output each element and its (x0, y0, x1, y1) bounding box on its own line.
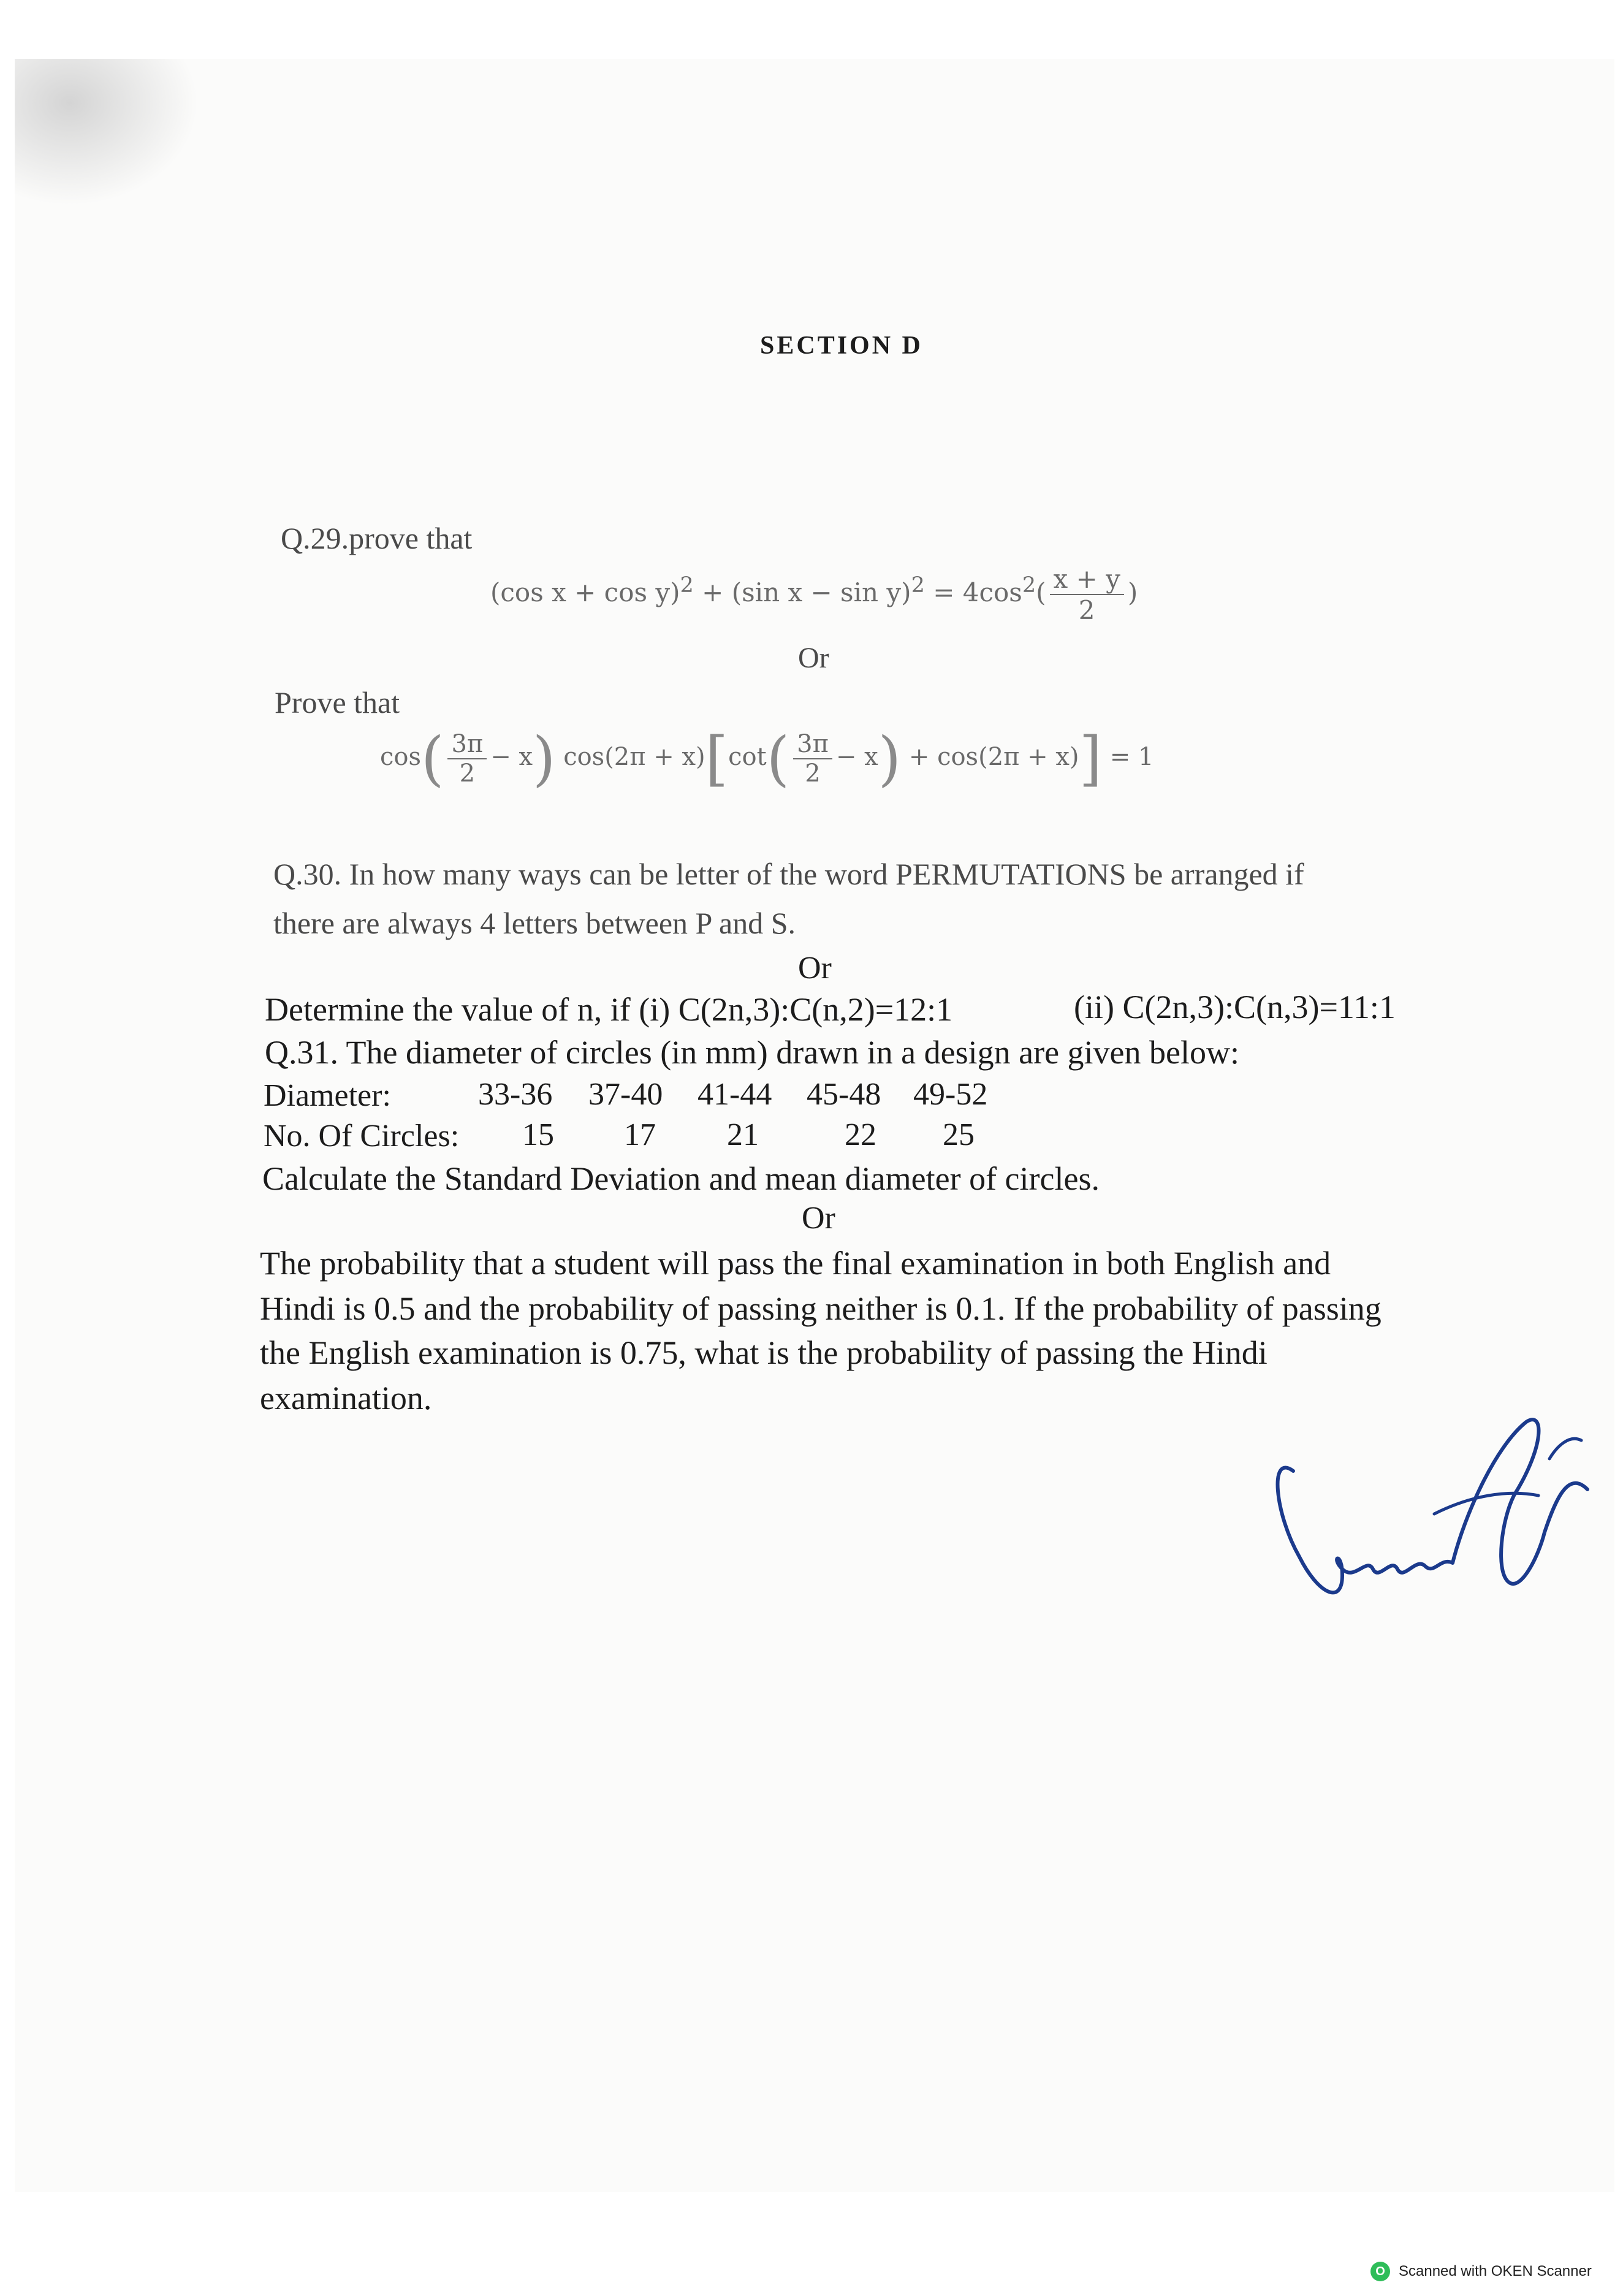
eq2-cot: cot (728, 743, 767, 771)
q31-line-1: Q.31. The diameter of circles (in mm) drawn in a design are given below: (265, 1034, 1239, 1071)
q31-alt-line-4: examination. (260, 1380, 432, 1416)
q31-diameter-1: 33-36 (478, 1077, 553, 1112)
q31-alt-line-3: the English examination is 0.75, what is the probability of passing the Hindi (260, 1334, 1268, 1371)
q29-label: Q.29.prove that (281, 521, 473, 555)
eq1-rhs: = 4cos (933, 577, 1022, 607)
scan-shadow (15, 59, 199, 206)
scanner-text: Scanned with OKEN Scanner (1399, 2263, 1592, 2279)
eq1-numerator: x + y (1050, 564, 1124, 595)
q31-circles-2: 17 (624, 1117, 656, 1152)
q31-alt-line-1: The probability that a student will pass the final examination in both English and (260, 1245, 1331, 1282)
eq2-num-2: 3π (793, 730, 832, 759)
eq2-tail: + cos(2π + x) (908, 743, 1079, 771)
q31-circles-4: 22 (845, 1117, 876, 1152)
eq1-sup-1: 2 (680, 573, 694, 598)
q31-circles-5: 25 (943, 1117, 975, 1152)
q31-diameter-4: 45-48 (807, 1077, 881, 1112)
q30-line-3b: (ii) C(2n,3):C(n,3)=11:1 (1074, 989, 1396, 1025)
eq1-mid: + (sin x − sin y) (702, 577, 911, 607)
eq2-cos2: cos(2π + x) (563, 743, 705, 771)
q29-equation-1: (cos x + cos y)$^2$ + (sin $x - \sin y)^2 = 4\cos^2$( $\frac{x + y}{2}$ ) (490, 564, 1138, 625)
q31-circles-label: No. Of Circles: (264, 1119, 460, 1154)
q31-line-2: Calculate the Standard Deviation and mean diameter of circles. (262, 1160, 1100, 1197)
eq1-sup-2: 2 (911, 573, 925, 598)
q29-or: Or (798, 642, 829, 674)
eq2-den-1: 2 (459, 759, 476, 788)
eq1-fraction (1050, 564, 1124, 625)
eq2-num-1: 3π (447, 730, 487, 759)
eq2-minus-x-2: − x (835, 743, 878, 771)
eq2-den-2: 2 (805, 759, 821, 788)
eq1-denominator: 2 (1078, 595, 1095, 625)
q30-line-2: there are always 4 letters between P and S. (273, 906, 796, 940)
q30-line-3: Determine the value of n, if (i) C(2n,3):C(n,2)=12:1 (265, 991, 953, 1028)
eq2-minus-x-1: − x (490, 743, 533, 771)
section-title: SECTION D (760, 332, 923, 360)
signature (1250, 1373, 1594, 1643)
q31-diameter-2: 37-40 (588, 1077, 663, 1112)
eq1-sup-3: 2 (1022, 573, 1036, 598)
q31-or: Or (802, 1201, 835, 1236)
q31-circles-3: 21 (727, 1117, 759, 1152)
q31-diameter-5: 49-52 (913, 1077, 988, 1112)
q29-prove-that: Prove that (275, 685, 400, 720)
eq2-fraction-2 (793, 730, 832, 788)
q30-line-1: Q.30. In how many ways can be letter of the word PERMUTATIONS be arranged if (273, 857, 1304, 891)
q31-diameter-3: 41-44 (697, 1077, 772, 1112)
eq2-cos: cos (380, 743, 422, 771)
scanner-logo-icon: O (1370, 2262, 1390, 2281)
q31-circles-1: 15 (522, 1117, 554, 1152)
scanned-page (15, 59, 1614, 2192)
q30-or: Or (798, 951, 832, 986)
scanner-watermark (1370, 2259, 1592, 2284)
q31-alt-line-2: Hindi is 0.5 and the probability of passing neither is 0.1. If the probability of passing (260, 1290, 1382, 1327)
q29-equation-2: cos( $\frac{3\pi}{2}$ − x) cos(2π + x)[cot( $\frac{3\pi}{2}$ − x) + cos(2π + x)] = 1 (380, 724, 1154, 793)
q31-diameter-label: Diameter: (264, 1078, 391, 1113)
eq1-lhs: (cos x + cos y) (490, 577, 680, 607)
eq2-end: = 1 (1109, 743, 1154, 771)
eq2-fraction-1 (447, 730, 487, 788)
